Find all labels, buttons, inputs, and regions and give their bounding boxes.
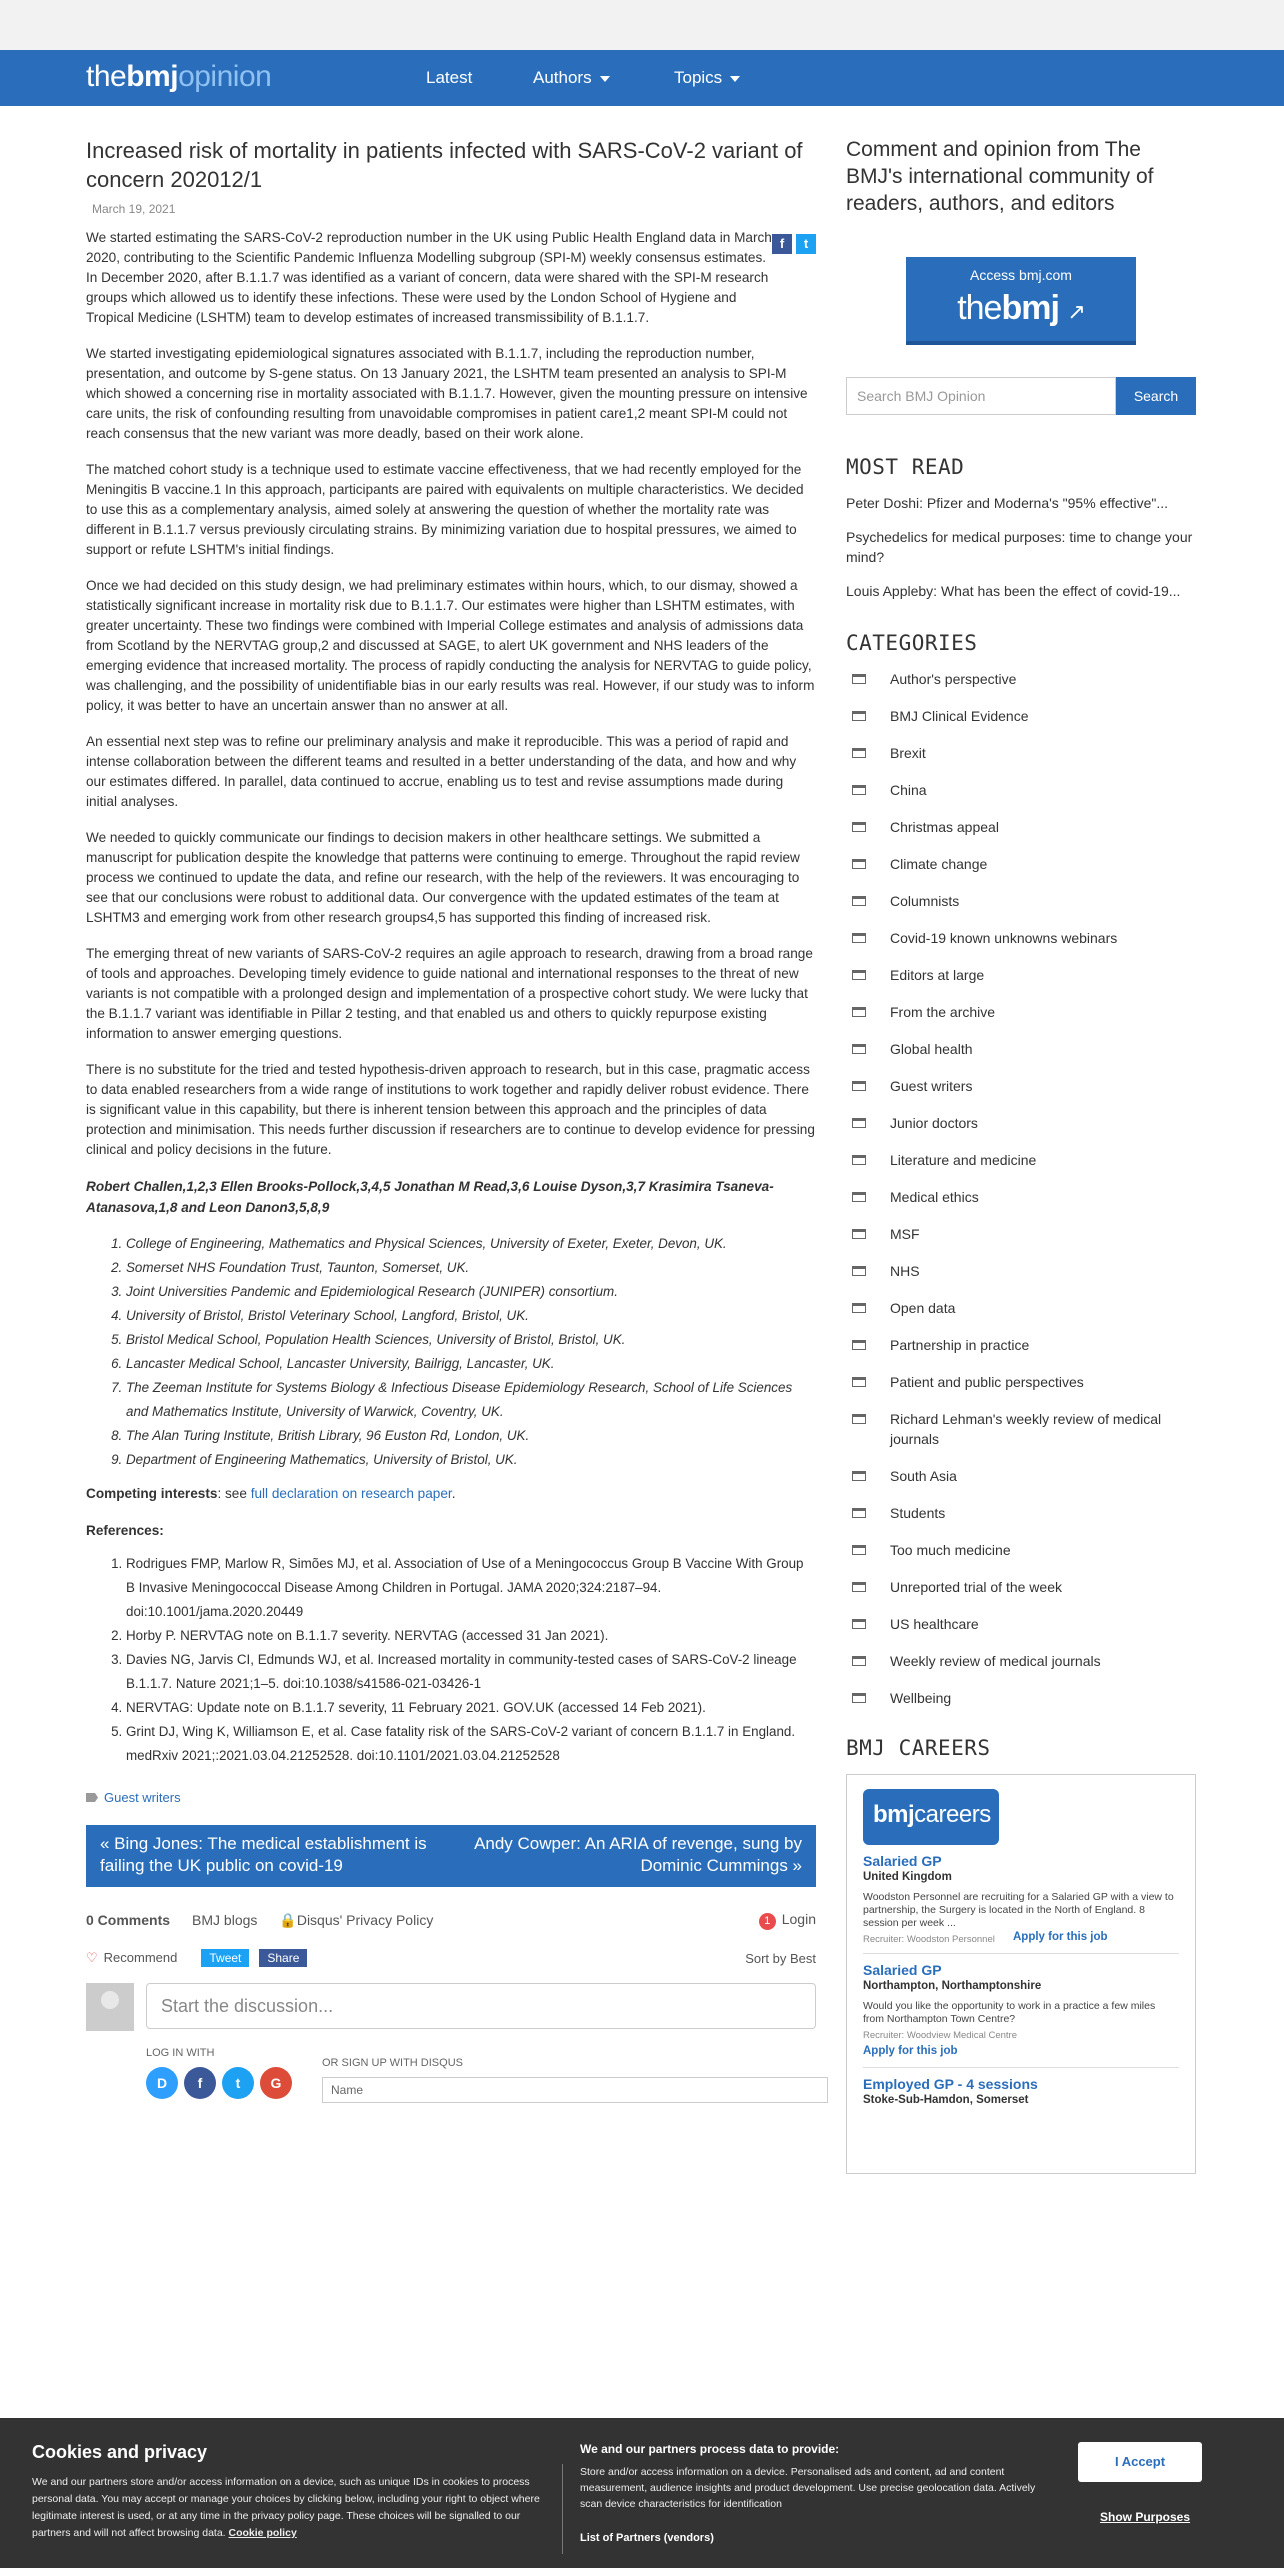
cookie-banner [0, 2418, 1284, 2568]
most-read-list [846, 493, 1196, 601]
article-paragraph: There is no substitute for the tried and tested hypothesis-driven approach to research, but in this case, pragmatic access to data enabled researchers from a wide range of institutions to work together and rapidly deliver robust evidence. There is significant value in this capability, but there is inherent tension between this approach and the principles of data protection and minimisation. This needs further discussion if researchers are to continue to develop evidence for pressing clinical and policy decisions in the future. [86, 1062, 815, 1157]
disqus-comments [86, 1909, 816, 2103]
category-label: Junior doctors [890, 1115, 978, 1131]
affiliation-item: 4. University of Bristol, Bristol Veterinary School, Langford, Bristol, UK. [126, 1304, 816, 1328]
categories-heading: CATEGORIES [846, 631, 978, 655]
cookie-heading: Cookies and privacy [32, 2442, 208, 2462]
category-link[interactable] [846, 1298, 1196, 1318]
cookie-policy-link[interactable]: Cookie policy [228, 2527, 297, 2539]
nav-authors-label: Authors [533, 68, 592, 87]
avatar [86, 1983, 134, 2031]
bmj-logo [906, 289, 1136, 328]
category-label: Editors at large [890, 967, 985, 983]
job-title[interactable]: Salaried GP [863, 1853, 942, 1869]
category-link[interactable] [846, 669, 1196, 689]
most-read-link[interactable]: Peter Doshi: Pfizer and Moderna's "95% effective"... [846, 495, 1169, 511]
recommend-label: Recommend [103, 1950, 178, 1965]
job-location: United Kingdom [863, 1871, 952, 1883]
affiliation-item: 5. Bristol Medical School, Population Health Sciences, University of Bristol, Bristol, UK. [126, 1328, 816, 1352]
signup-label: OR SIGN UP WITH DISQUS [322, 2057, 463, 2069]
folder-icon [852, 1377, 866, 1387]
logo-bmj: bmj [873, 1801, 915, 1828]
folder-icon [852, 933, 866, 943]
sidebar [846, 136, 1196, 2174]
folder-icon [852, 1118, 866, 1128]
external-link-icon: ↗ [1067, 299, 1085, 324]
previous-post-link[interactable]: « Bing Jones: The medical establishment is failing the UK public on covid-19 [100, 1834, 427, 1875]
careers-heading: BMJ CAREERS [846, 1736, 991, 1760]
apply-link[interactable]: Apply for this job [1013, 1931, 1108, 1943]
cookie-body: We and our partners store and/or access information on a device, such as unique IDs in cookies to process personal data. You may accept or manage your choices by clicking below, including your right to object where legitimate interest is used, or at any time in the privacy policy page. These choices will be signalled to our partners and will not affect browsing data. [32, 2476, 540, 2539]
category-link[interactable] [846, 1614, 1196, 1634]
tweet-button[interactable]: Tweet [201, 1949, 249, 1967]
category-label: Literature and medicine [890, 1152, 1037, 1168]
purposes-text: Store and/or access information on a device. Personalised ads and content, ad and content measurement, audience insights and product development. Use precise geolocation data. Actively scan device characteristics for identification [580, 2466, 1036, 2510]
share-icons [768, 234, 816, 254]
nav-latest-label: Latest [426, 68, 473, 87]
logo-the: the [957, 289, 1002, 327]
login-label: Login [781, 1910, 816, 1927]
job-location: Stoke-Sub-Hamdon, Somerset [863, 2094, 1029, 2106]
reference-item: 1. Rodrigues FMP, Marlow R, Simões MJ, et al. Association of Use of a Meningococcus Group B Vaccine With Group B Invasive Meningococcal Disease Among Children in Portugal. JAMA 2020;324:2187–94. doi:10.1001/jama.2020.20449 [126, 1552, 816, 1624]
access-bmj-button[interactable] [906, 257, 1136, 345]
category-label: South Asia [890, 1468, 957, 1484]
comments-count-tab[interactable]: 0 Comments [86, 1912, 171, 1928]
twitter-icon[interactable]: t [796, 234, 816, 254]
job-description: Would you like the opportunity to work in a practice a few miles from Northampton Town Centre? [863, 2000, 1156, 2025]
twitter-icon[interactable]: t [222, 2067, 254, 2099]
purposes-heading: We and our partners process data to provide: [580, 2442, 840, 2456]
careers-widget [846, 1774, 1196, 2174]
category-label: Brexit [890, 745, 926, 761]
category-link[interactable] [846, 780, 1196, 800]
category-link[interactable] [846, 1039, 1196, 1059]
lock-icon: 🔒 [279, 1911, 297, 1928]
folder-icon [852, 1303, 866, 1313]
reference-item: 4. NERVTAG: Update note on B.1.1.7 severity, 11 February 2021. GOV.UK (accessed 14 Feb 2021). [126, 1696, 816, 1720]
article-paragraph: The matched cohort study is a technique used to estimate vaccine effectiveness, that we had recently employed for the Meningitis B vaccine.1 In this approach, participants are paired with equivalents on multiple characteristics. We decided to use this as a complementary analysis, aimed solely at answering the question of whether the mortality rate was different in B.1.1.7 versus previously circulating strains. By minimizing variation due to hospital pressures, we aimed to support or refute LSHTM's initial findings. [86, 462, 804, 557]
sort-dropdown[interactable]: Sort by Best [745, 1950, 816, 1966]
chevron-down-icon [730, 76, 740, 82]
folder-icon [852, 1471, 866, 1481]
category-label: China [890, 782, 927, 798]
category-link[interactable] [846, 1113, 1196, 1133]
privacy-label: Disqus' Privacy Policy [296, 1911, 434, 1928]
category-link[interactable] [846, 1335, 1196, 1355]
folder-icon [852, 674, 866, 684]
category-link[interactable] [846, 928, 1196, 948]
category-label: US healthcare [890, 1616, 979, 1632]
competing-end: . [451, 1486, 456, 1501]
category-link[interactable] [846, 1577, 1196, 1597]
nav-topics[interactable] [674, 68, 740, 88]
reference-item: 3. Davies NG, Jarvis CI, Edmunds WJ, et al. Increased mortality in community-tested cases of SARS-CoV-2 lineage B.1.1.7. Nature 2021;1–5. doi:10.1038/s41586-021-03426-1 [126, 1648, 816, 1696]
category-label: BMJ Clinical Evidence [890, 708, 1029, 724]
disqus-privacy-link[interactable] [279, 1912, 433, 1929]
category-link[interactable] [846, 706, 1196, 726]
heart-icon: ♡ [86, 1950, 98, 1965]
most-read-heading: MOST READ [846, 455, 965, 479]
competing-interests [86, 1486, 816, 1501]
category-label: Partnership in practice [890, 1337, 1030, 1353]
folder-icon [852, 896, 866, 906]
apply-link[interactable]: Apply for this job [863, 2045, 958, 2057]
bmj-careers-logo[interactable] [863, 1789, 999, 1845]
facebook-icon[interactable]: f [772, 234, 792, 254]
competing-text: : see [217, 1486, 251, 1501]
article-paragraph: The emerging threat of new variants of SARS-CoV-2 requires an agile approach to research, drawing from a broad range of tools and approaches. Developing timely evidence to guide national and international responses to the threat of new variants is not compatible with a prolonged design and implementation of a prospective cohort study. We were lucky that the B.1.1.7 variant was identifiable in Pillar 2 testing, and that enabled us and others to quickly repurpose existing information to answer emerging questions. [86, 946, 813, 1041]
logo-opinion: opinion [178, 60, 272, 93]
category-link[interactable] [846, 1002, 1196, 1022]
category-label: Medical ethics [890, 1189, 979, 1205]
affiliation-item: 2. Somerset NHS Foundation Trust, Taunton, Somerset, UK. [126, 1256, 816, 1280]
folder-icon [852, 1266, 866, 1276]
category-label: Columnists [890, 893, 960, 909]
show-purposes-button[interactable]: Show Purposes [1100, 2510, 1191, 2524]
article-paragraph: We needed to quickly communicate our findings to decision makers in other healthcare settings. We submitted a manuscript for publication despite the knowledge that patterns were continuing to emerge. Throughout the rapid review process we continued to update the data, and refine our research, with the help of the reviewers. It was encouraging to see that our conclusions were robust to additional data. Our convergence with the updated estimates of the team at LSHTM3 and emerging work from other research groups4,5 has supported this finding of increased risk. [86, 830, 800, 925]
category-link[interactable] [846, 1409, 1196, 1449]
category-label: Climate change [890, 856, 988, 872]
divider [863, 1953, 1179, 1954]
category-link[interactable] [846, 854, 1196, 874]
article-paragraph: We started investigating epidemiological signatures associated with B.1.1.7, including the reproduction number, presentation, and outcome by S-gene status. On 13 January 2021, the LSHTM team presented an analysis to SPI-M which showed a concerning rise in mortality associated with B.1.1.7. However, given the mounting pressure on intensive care units, the risk of confounding resulting from unavoidable compromises in patient care1,2 meant SPI-M could not reach consensus that the new variant was more deadly, based on their work alone. [86, 346, 808, 441]
partners-link[interactable]: List of Partners (vendors) [580, 2532, 714, 2544]
recommend-button[interactable] [86, 1950, 177, 1966]
folder-icon [852, 1340, 866, 1350]
category-link[interactable] [846, 891, 1196, 911]
category-link[interactable] [846, 1466, 1196, 1486]
google-icon[interactable]: G [260, 2067, 292, 2099]
job-title[interactable]: Employed GP - 4 sessions [863, 2076, 1038, 2092]
article-paragraph: Once we had decided on this study design, we had preliminary estimates within hours, which, to our dismay, showed a statistically significant increase in mortality risk due to B.1.1.7. Our estimates were higher than LSHTM estimates, with greater uncertainty. These two findings were combined with Imperial College estimates and analysis of admissions data from Scotland by the NERVTAG group,2 and discussed at SAGE, to alert UK government and NHS leaders of the emerging evidence that increased mortality. The process of rapidly conducting the analysis for NERVTAG to guide policy, was challenging, and the possibility of unidentifiable bias in our early results was real. However, if our study was to inform policy, it was better to have an uncertain answer than no answer at all. [86, 578, 815, 713]
folder-icon [852, 1414, 866, 1424]
divider [863, 2067, 1179, 2068]
category-label: Unreported trial of the week [890, 1579, 1062, 1595]
category-label: Too much medicine [890, 1542, 1011, 1558]
comment-input[interactable]: Start the discussion... [146, 1983, 816, 2029]
folder-icon [852, 1693, 866, 1703]
folder-icon [852, 1081, 866, 1091]
job-location: Northampton, Northamptonshire [863, 1980, 1042, 1992]
logo-the: the [86, 60, 127, 93]
sidebar-heading: Comment and opinion from The BMJ's international community of readers, authors, and editors [846, 138, 1154, 215]
folder-icon [852, 1044, 866, 1054]
facebook-icon[interactable]: f [184, 2067, 216, 2099]
disqus-icon[interactable]: D [146, 2067, 178, 2099]
accept-button[interactable]: I Accept [1078, 2442, 1202, 2482]
references-heading: References: [86, 1523, 164, 1538]
affiliation-item: 1. College of Engineering, Mathematics and Physical Sciences, University of Exeter, Exeter, Devon, UK. [126, 1232, 816, 1256]
article-paragraph: An essential next step was to refine our preliminary analysis and make it reproducible. This was a period of rapid and intense collaboration between the different teams and resulted in a better understanding of the data, and how and why our estimates differed. In parallel, data continued to accrue, enabling us to test and revise assumptions made during initial analyses. [86, 734, 797, 809]
category-label: MSF [890, 1226, 920, 1242]
name-field[interactable]: Name [322, 2077, 828, 2103]
login-button[interactable] [759, 1911, 816, 1930]
most-read-link[interactable]: Louis Appleby: What has been the effect of covid-19... [846, 583, 1181, 599]
affiliation-item: 3. Joint Universities Pandemic and Epidemiological Research (JUNIPER) consortium. [126, 1280, 816, 1304]
cookie-text [32, 2474, 552, 2542]
folder-icon [852, 785, 866, 795]
category-link[interactable] [846, 1372, 1196, 1392]
category-link[interactable] [846, 1150, 1196, 1170]
category-label: Open data [890, 1300, 956, 1316]
category-link[interactable] [846, 1224, 1196, 1244]
job-recruiter: Recruiter: Woodston Personnel [863, 1934, 995, 1945]
category-label: Richard Lehman's weekly review of medical journals [890, 1411, 1162, 1447]
category-link[interactable] [846, 1076, 1196, 1096]
tag-icon [86, 1793, 98, 1802]
category-label: Students [890, 1505, 946, 1521]
category-label: Author's perspective [890, 671, 1017, 687]
folder-icon [852, 1229, 866, 1239]
folder-icon [852, 1545, 866, 1555]
nav-latest[interactable] [426, 68, 472, 88]
article-tag[interactable] [86, 1790, 816, 1805]
reference-item: 5. Grint DJ, Wing K, Williamson E, et al. Case fatality risk of the SARS-CoV-2 variant of concern B.1.1.7 in England. medRxiv 2021;:2021.03.04.21252528. doi:10.1101/2021.03.04.21252528 [126, 1720, 816, 1768]
affiliation-item: 6. Lancaster Medical School, Lancaster University, Bailrigg, Lancaster, UK. [126, 1352, 816, 1376]
logo-careers: careers [914, 1801, 991, 1828]
category-link[interactable] [846, 1503, 1196, 1523]
job-listing [863, 1853, 1179, 1954]
declaration-link[interactable]: full declaration on research paper [250, 1486, 452, 1501]
folder-icon [852, 1192, 866, 1202]
folder-icon [852, 1508, 866, 1518]
site-logo[interactable] [86, 60, 271, 94]
search-bar [846, 377, 1196, 415]
nav-topics-label: Topics [674, 68, 723, 87]
next-post-link[interactable]: Andy Cowper: An ARIA of revenge, sung by Dominic Cummings » [474, 1834, 802, 1875]
logo-bmj: bmj [1001, 289, 1059, 327]
article-paragraph: We started estimating the SARS-CoV-2 reproduction number in the UK using Public Health England data in March 2020, contributing to the Scientific Pandemic Influenza Modelling subgroup (SPI-M) weekly consensus estimates. In December 2020, after B.1.1.7 was identified as a variant of concern, data were shared with the SPI-M research groups which allowed us to identify these infections. These were used by the London School of Hygiene and Tropical Medicine (LSHTM) team to develop estimates of increased transmissibility of B.1.1.7. [86, 230, 772, 325]
category-link[interactable] [846, 1651, 1196, 1671]
categories-list [846, 669, 1196, 1708]
reference-item: 2. Horby P. NERVTAG note on B.1.1.7 severity. NERVTAG (accessed 31 Jan 2021). [126, 1624, 816, 1648]
facebook-share-button[interactable]: Share [259, 1949, 307, 1967]
category-label: NHS [890, 1263, 920, 1279]
search-button[interactable]: Search [1116, 377, 1196, 415]
folder-icon [852, 1582, 866, 1592]
article-body [86, 228, 816, 1160]
search-input[interactable]: Search BMJ Opinion [846, 377, 1116, 415]
post-navigation [86, 1825, 816, 1887]
category-label: Patient and public perspectives [890, 1374, 1084, 1390]
affiliation-item: 7. The Zeeman Institute for Systems Biology & Infectious Disease Epidemiology Research, School of Life Sciences and Mathematics Institute, University of Warwick, Coventry, UK. [126, 1376, 816, 1424]
browser-top-strip [0, 0, 1284, 50]
category-link[interactable] [846, 817, 1196, 837]
folder-icon [852, 748, 866, 758]
job-recruiter: Recruiter: Woodview Medical Centre [863, 2030, 1017, 2041]
article-title: Increased risk of mortality in patients infected with SARS-CoV-2 variant of concern 202012/1 [86, 138, 803, 192]
job-listing [863, 2076, 1179, 2106]
most-read-link[interactable]: Psychedelics for medical purposes: time to change your mind? [846, 529, 1193, 565]
folder-icon [852, 970, 866, 980]
category-label: Covid-19 known unknowns webinars [890, 930, 1118, 946]
job-title[interactable]: Salaried GP [863, 1962, 942, 1978]
category-label: Weekly review of medical journals [890, 1653, 1101, 1669]
folder-icon [852, 859, 866, 869]
affiliation-item: 9. Department of Engineering Mathematics, University of Bristol, UK. [126, 1448, 816, 1472]
divider [562, 2464, 563, 2554]
category-label: Christmas appeal [890, 819, 999, 835]
article [86, 136, 816, 2103]
references-list [126, 1552, 816, 1768]
folder-icon [852, 822, 866, 832]
competing-label: Competing interests [86, 1486, 218, 1501]
login-with-label: LOG IN WITH [146, 2047, 215, 2059]
nav-authors[interactable] [533, 68, 610, 88]
category-label: Global health [890, 1041, 973, 1057]
category-link[interactable] [846, 1261, 1196, 1281]
job-listing [863, 1962, 1179, 2068]
category-link[interactable] [846, 1688, 1196, 1708]
category-label: From the archive [890, 1004, 996, 1020]
folder-icon [852, 711, 866, 721]
logo-bmj: bmj [126, 60, 179, 93]
article-authors: Robert Challen,1,2,3 Ellen Brooks-Pollock,3,4,5 Jonathan M Read,3,6 Louise Dyson,3,7 Krasimira Tsaneva-Atanasova,1,8 and Leon Danon3,5,8,9 [86, 1179, 774, 1215]
folder-icon [852, 1656, 866, 1666]
affiliation-item: 8. The Alan Turing Institute, British Library, 96 Euston Rd, London, UK. [126, 1424, 816, 1448]
category-link[interactable] [846, 743, 1196, 763]
access-label: Access bmj.com [970, 267, 1072, 283]
site-navbar [0, 50, 1284, 106]
notification-badge: 1 [759, 1913, 776, 1930]
chevron-down-icon [600, 76, 610, 82]
folder-icon [852, 1007, 866, 1017]
tag-label: Guest writers [104, 1790, 181, 1805]
category-link[interactable] [846, 965, 1196, 985]
folder-icon [852, 1155, 866, 1165]
folder-icon [852, 1619, 866, 1629]
article-date: March 19, 2021 [92, 202, 176, 216]
category-link[interactable] [846, 1540, 1196, 1560]
affiliations-list [126, 1232, 816, 1472]
category-label: Guest writers [890, 1078, 973, 1094]
category-link[interactable] [846, 1187, 1196, 1207]
category-label: Wellbeing [890, 1690, 952, 1706]
job-description: Woodston Personnel are recruiting for a Salaried GP with a view to partnership, the Surgery is located in the North of England. 8 session per week ... [863, 1891, 1174, 1929]
bmj-blogs-tab[interactable]: BMJ blogs [192, 1912, 258, 1928]
